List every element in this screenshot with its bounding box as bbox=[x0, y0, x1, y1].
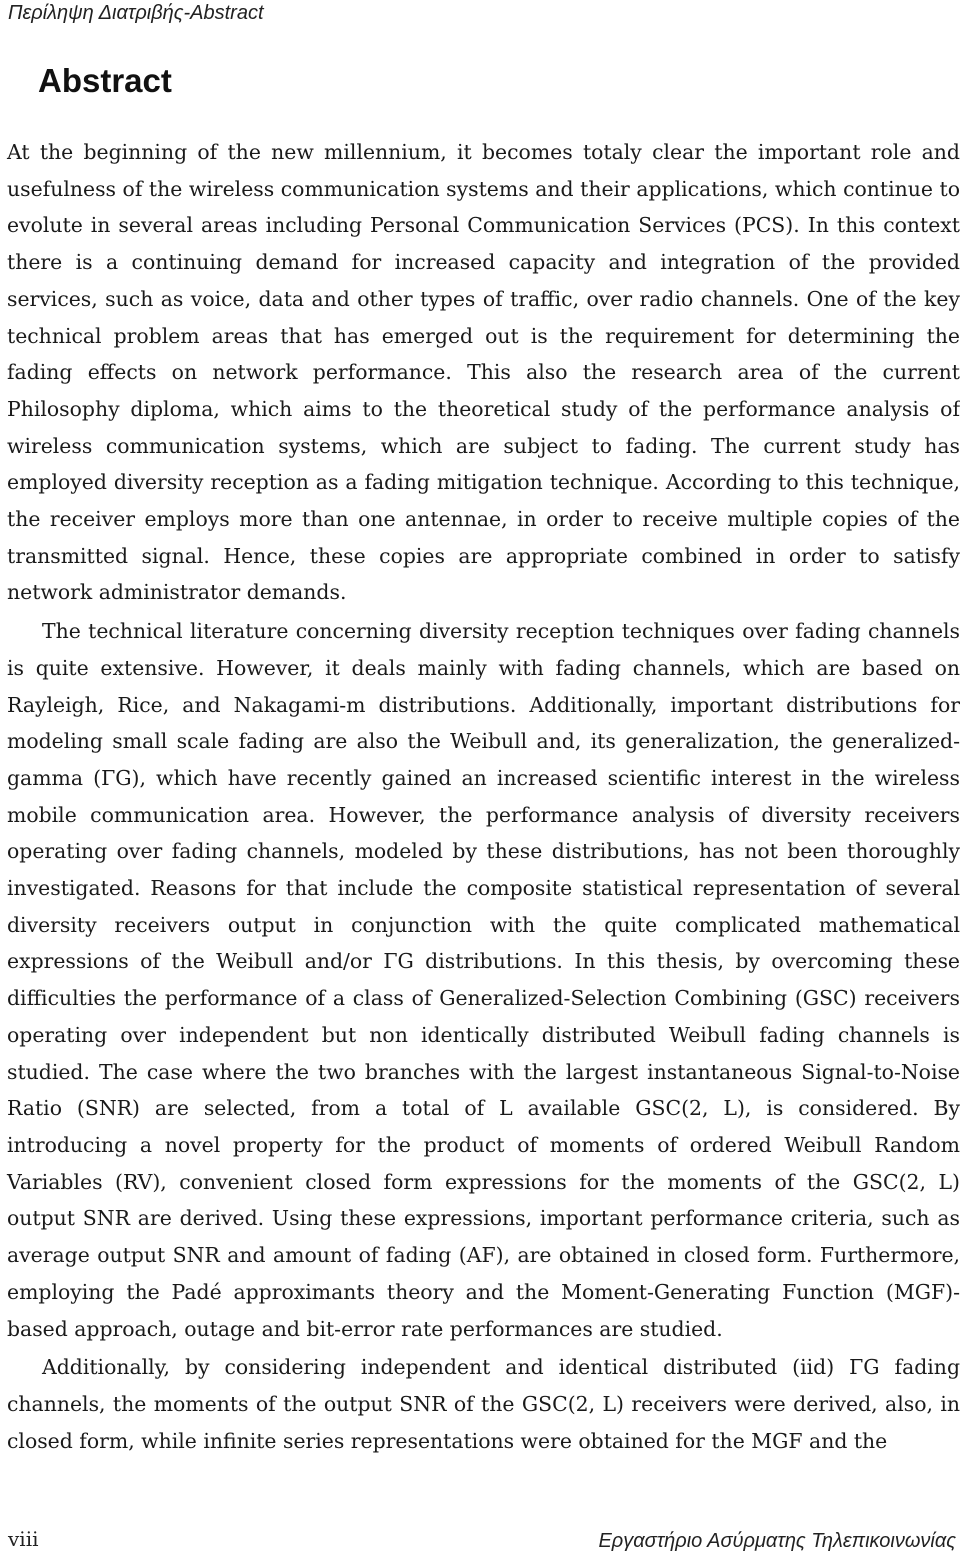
abstract-paragraph-3: Additionally, by considering independent and identical distributed (iid) ΓG fading channels, the moments of the output SNR of the GSC(2, L) receivers were derived, also, in closed form, while infinite series representations were obtained for the MGF and the bbox=[7, 1355, 960, 1453]
abstract-paragraph-2: The technical literature concerning diversity reception techniques over fading channels is quite extensive. However, it deals mainly with fading channels, which are based on Rayleigh, Rice, and Nakagami-m distributions. Additionally, important distributions for modeling small scale fading are also the Weibull and, its generalization, the generalized-gamma (ΓG), which have recently gained an increased scientific interest in the wireless mobile communication area. However, the performance analysis of diversity receivers operating over fading channels, modeled by these distributions, has not been thoroughly investigated. Reasons for that include the composite statistical representation of several diversity receivers output in conjunction with the quite complicated mathematical expressions of the Weibull and/or ΓG distributions. In this thesis, by overcoming these difficulties the performance of a class of Generalized-Selection Combining (GSC) receivers operating over independent but non identically distributed Weibull fading channels is studied. The case where the two branches with the largest instantaneous Signal-to-Noise Ratio (SNR) are selected, from a total of L available GSC(2, L), is considered. By introducing a novel property for the product of moments of ordered Weibull Random Variables (RV), convenient closed form expressions for the moments of the GSC(2, L) output SNR are derived. Using these expressions, important performance criteria, such as average output SNR and amount of fading (AF), are obtained in closed form. Furthermore, employing the Padé approximants theory and the Moment-Generating Function (MGF)-based approach, outage and bit-error rate performances are studied. bbox=[7, 619, 960, 1341]
footer-lab-name: Εργαστήριο Ασύρματης Τηλεπικοινωνίας bbox=[598, 1530, 956, 1552]
page-number: viii bbox=[8, 1527, 39, 1551]
running-header-title: Περίληψη Διατριβής-Abstract bbox=[8, 2, 264, 24]
abstract-paragraph-1: At the beginning of the new millennium, it becomes totaly clear the important role and usefulness of the wireless communication systems and their applications, which continue to evolute in several areas including Personal Communication Services (PCS). In this context there is a continuing demand for increased capacity and integration of the provided services, such as voice, data and other types of traffic, over radio channels. One of the key technical problem areas that has emerged out is the requirement for determining the fading effects on network performance. This also the research area of the current Philosophy diploma, which aims to the theoretical study of the performance analysis of wireless communication systems, which are subject to fading. The current study has employed diversity reception as a fading mitigation technique. According to this technique, the receiver employs more than one antennae, in order to receive multiple copies of the transmitted signal. Hence, these copies are appropriate combined in order to satisfy network administrator demands. bbox=[7, 140, 960, 605]
abstract-body bbox=[7, 134, 960, 1459]
section-title: Abstract bbox=[38, 62, 172, 99]
